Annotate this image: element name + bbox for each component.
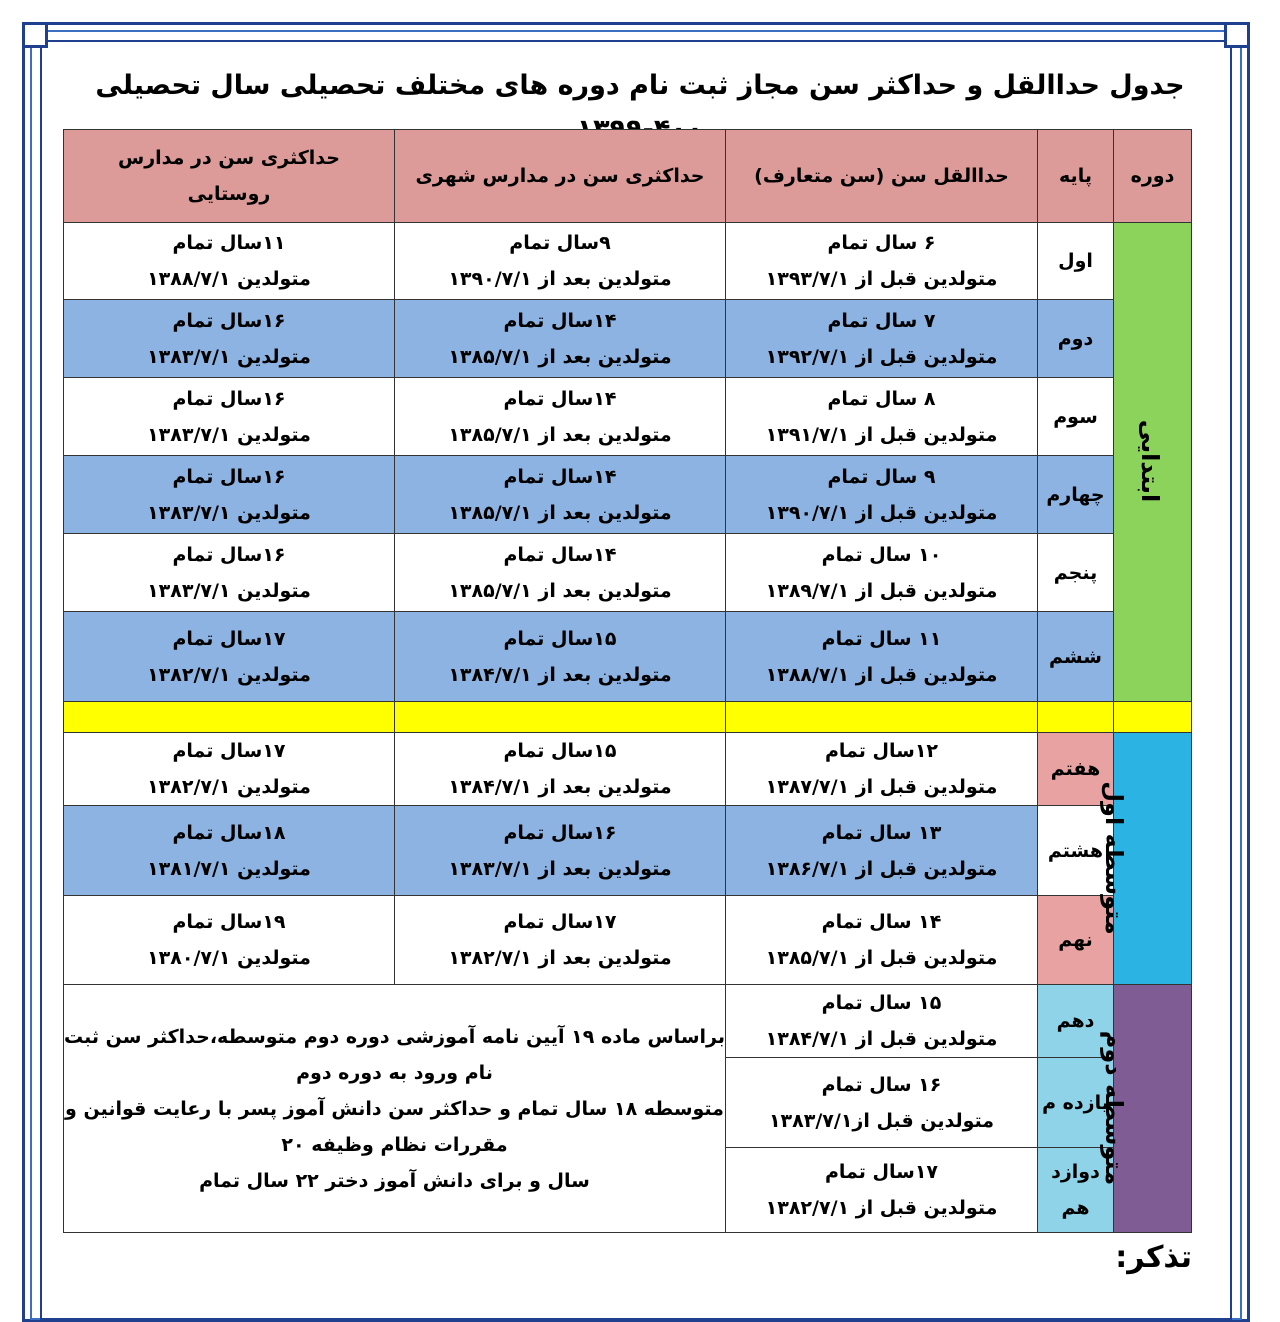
min-age-cell: ۱۳ سال تمام متولدین قبل از ۱۳۸۶/۷/۱	[726, 806, 1038, 896]
header-paye: پایه	[1038, 130, 1114, 223]
table-row	[64, 223, 1192, 300]
rural-age-cell: ۱۷سال تمام متولدین ۱۳۸۲/۷/۱	[64, 612, 395, 702]
frame-corner-top-right	[1224, 22, 1250, 48]
header-dore: دوره	[1114, 130, 1192, 223]
rural-age-cell: ۱۸سال تمام متولدین ۱۳۸۱/۷/۱	[64, 806, 395, 896]
min-age-cell: ۱۰ سال تمام متولدین قبل از ۱۳۸۹/۷/۱	[726, 534, 1038, 612]
reminder-heading: تذکر:	[1115, 1240, 1192, 1275]
base-cell: دوم	[1038, 300, 1114, 378]
rural-age-cell: ۱۶سال تمام متولدین ۱۳۸۳/۷/۱	[64, 456, 395, 534]
rural-age-cell: ۱۶سال تمام متولدین ۱۳۸۳/۷/۱	[64, 378, 395, 456]
base-cell: یازده م	[1038, 1058, 1114, 1148]
note-cell: براساس ماده ۱۹ آیین نامه آموزشی دوره دوم متوسطه،حداکثر سن ثبت نام ورود به دوره دوم متوسطه ۱۸ سال تمام و حداکثر سن دانش آموز پسر با رعایت قوانین و مقررات نظام وظیفه ۲۰ سال و برای دانش آموز دختر ۲۲ سال تمام	[64, 985, 726, 1233]
table-row	[64, 806, 1192, 896]
min-age-cell: ۸ سال تمام متولدین قبل از ۱۳۹۱/۷/۱	[726, 378, 1038, 456]
min-age-cell: ۷ سال تمام متولدین قبل از ۱۳۹۲/۷/۱	[726, 300, 1038, 378]
table-row	[64, 300, 1192, 378]
period-ebtedayi: ابتدایی	[1114, 223, 1192, 702]
separator-cell	[1038, 702, 1114, 733]
table-row	[64, 612, 1192, 702]
min-age-cell: ۱۷سال تمام متولدین قبل از ۱۳۸۲/۷/۱	[726, 1148, 1038, 1233]
period-motavasete-aval: متوسطه اول	[1114, 733, 1192, 985]
base-cell: ششم	[1038, 612, 1114, 702]
base-cell: اول	[1038, 223, 1114, 300]
rural-age-cell: ۱۶سال تمام متولدین ۱۳۸۳/۷/۱	[64, 300, 395, 378]
city-age-cell: ۱۴سال تمام متولدین بعد از ۱۳۸۵/۷/۱	[395, 300, 726, 378]
base-cell: دوازد هم	[1038, 1148, 1114, 1233]
period-motavasete-dovom: متوسطه دوم	[1114, 985, 1192, 1233]
rural-age-cell: ۱۹سال تمام متولدین ۱۳۸۰/۷/۱	[64, 896, 395, 985]
base-cell: هشتم	[1038, 806, 1114, 896]
rural-age-cell: ۱۷سال تمام متولدین ۱۳۸۲/۷/۱	[64, 733, 395, 806]
table-row	[64, 896, 1192, 985]
min-age-cell: ۱۲سال تمام متولدین قبل از ۱۳۸۷/۷/۱	[726, 733, 1038, 806]
min-age-cell: ۱۶ سال تمام متولدین قبل از۱۳۸۳/۷/۱	[726, 1058, 1038, 1148]
table-row	[64, 456, 1192, 534]
header-row	[64, 130, 1192, 223]
base-cell: نهم	[1038, 896, 1114, 985]
separator-cell	[726, 702, 1038, 733]
min-age-cell: ۹ سال تمام متولدین قبل از ۱۳۹۰/۷/۱	[726, 456, 1038, 534]
base-cell: چهارم	[1038, 456, 1114, 534]
age-table	[63, 129, 1192, 1233]
min-age-cell: ۱۱ سال تمام متولدین قبل از ۱۳۸۸/۷/۱	[726, 612, 1038, 702]
city-age-cell: ۱۵سال تمام متولدین بعد از ۱۳۸۴/۷/۱	[395, 612, 726, 702]
min-age-cell: ۱۵ سال تمام متولدین قبل از ۱۳۸۴/۷/۱	[726, 985, 1038, 1058]
header-max-city: حداکثری سن در مدارس شهری	[395, 130, 726, 223]
rural-age-cell: ۱۱سال تمام متولدین ۱۳۸۸/۷/۱	[64, 223, 395, 300]
table-row	[64, 733, 1192, 806]
rural-age-cell: ۱۶سال تمام متولدین ۱۳۸۳/۷/۱	[64, 534, 395, 612]
city-age-cell: ۱۵سال تمام متولدین بعد از ۱۳۸۴/۷/۱	[395, 733, 726, 806]
separator-cell	[64, 702, 395, 733]
city-age-cell: ۱۷سال تمام متولدین بعد از ۱۳۸۲/۷/۱	[395, 896, 726, 985]
header-min-age: حداالقل سن (سن متعارف)	[726, 130, 1038, 223]
min-age-cell: ۱۴ سال تمام متولدین قبل از ۱۳۸۵/۷/۱	[726, 896, 1038, 985]
base-cell: هفتم	[1038, 733, 1114, 806]
table-row	[64, 534, 1192, 612]
separator-row	[64, 702, 1192, 733]
separator-cell	[1114, 702, 1192, 733]
city-age-cell: ۱۴سال تمام متولدین بعد از ۱۳۸۵/۷/۱	[395, 534, 726, 612]
city-age-cell: ۱۴سال تمام متولدین بعد از ۱۳۸۵/۷/۱	[395, 456, 726, 534]
separator-cell	[395, 702, 726, 733]
base-cell: پنجم	[1038, 534, 1114, 612]
base-cell: دهم	[1038, 985, 1114, 1058]
city-age-cell: ۱۶سال تمام متولدین بعد از ۱۳۸۳/۷/۱	[395, 806, 726, 896]
table-row	[64, 378, 1192, 456]
frame-corner-top-left	[22, 22, 48, 48]
table-row	[64, 985, 1192, 1058]
city-age-cell: ۹سال تمام متولدین بعد از ۱۳۹۰/۷/۱	[395, 223, 726, 300]
header-max-rural: حداکثری سن در مدارس روستایی	[64, 130, 395, 223]
page-title: جدول حداالقل و حداکثر سن مجاز ثبت نام دوره های مختلف تحصیلی سال تحصیلی	[95, 70, 1185, 101]
base-cell: سوم	[1038, 378, 1114, 456]
city-age-cell: ۱۴سال تمام متولدین بعد از ۱۳۸۵/۷/۱	[395, 378, 726, 456]
min-age-cell: ۶ سال تمام متولدین قبل از ۱۳۹۳/۷/۱	[726, 223, 1038, 300]
